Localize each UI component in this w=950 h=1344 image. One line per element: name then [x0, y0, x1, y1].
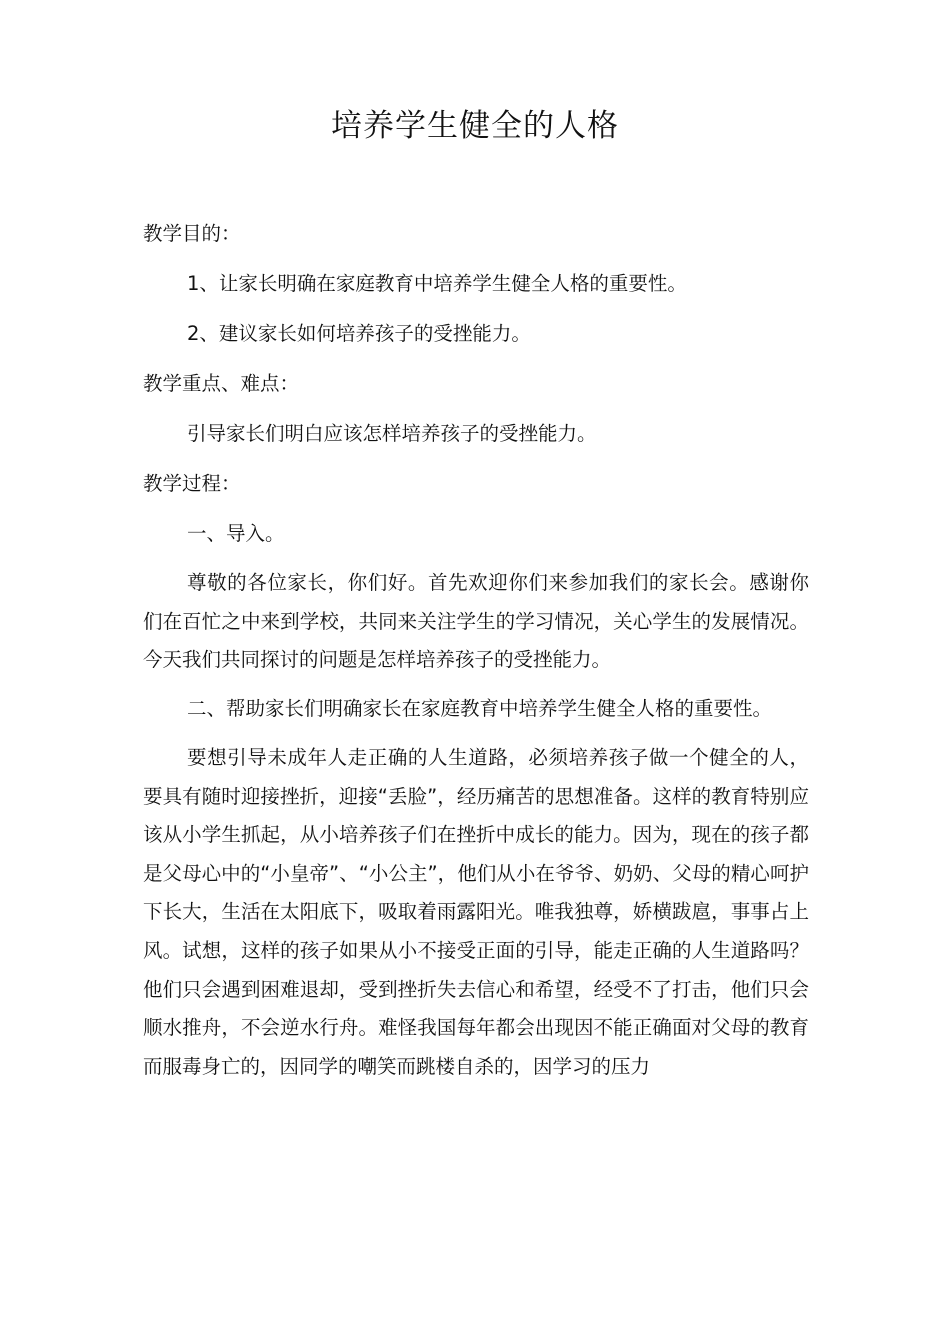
document-title: 培养学生健全的人格	[331, 108, 619, 144]
section-2-paragraph: 要想引导未成年人走正确的人生道路，必须培养孩子做一个健全的人，要具有随时迎接挫折，迎接“丢脸”，经历痛苦的思想准备。这样的教育特别应该从小学生抓起，从小培养孩子们在挫折中成长的能力。因为，现在的孩子都是父母心中的“小皇帝”、“小公主”，他们从小在爷爷、奶奶、父母的精心呵护下长大，生活在太阳底下，吸取着雨露阳光。唯我独尊，娇横跋扈，事事占上风。试想，这样的孩子如果从小不接受正面的引导，能走正确的人生道路吗？他们只会遇到困难退却，受到挫折失去信心和希望，经受不了打击，他们只会顺水推舟，不会逆水行舟。难怪我国每年都会出现因不能正确面对父母的教育而服毒身亡的，因同学的嘲笑而跳楼自杀的，因学习的压力	[143, 746, 809, 1078]
process-heading: 教学过程：	[143, 472, 241, 495]
objectives-heading: 教学目的：	[143, 222, 241, 245]
section-1-heading: 一、导入。	[187, 522, 285, 545]
key-points-heading: 教学重点、难点：	[143, 372, 300, 395]
section-2-heading: 二、帮助家长们明确家长在家庭教育中培养学生健全人格的重要性。	[187, 697, 773, 720]
key-points-text: 引导家长们明白应该怎样培养孩子的受挫能力。	[187, 422, 597, 445]
objective-item-2: 2、建议家长如何培养孩子的受挫能力。	[187, 322, 531, 345]
section-1-paragraph: 尊敬的各位家长，你们好。首先欢迎你们来参加我们的家长会。感谢你们在百忙之中来到学校，共同来关注学生的学习情况，关心学生的发展情况。今天我们共同探讨的问题是怎样培养孩子的受挫能力。	[143, 571, 809, 672]
objective-item-1: 1、让家长明确在家庭教育中培养学生健全人格的重要性。	[187, 272, 687, 295]
